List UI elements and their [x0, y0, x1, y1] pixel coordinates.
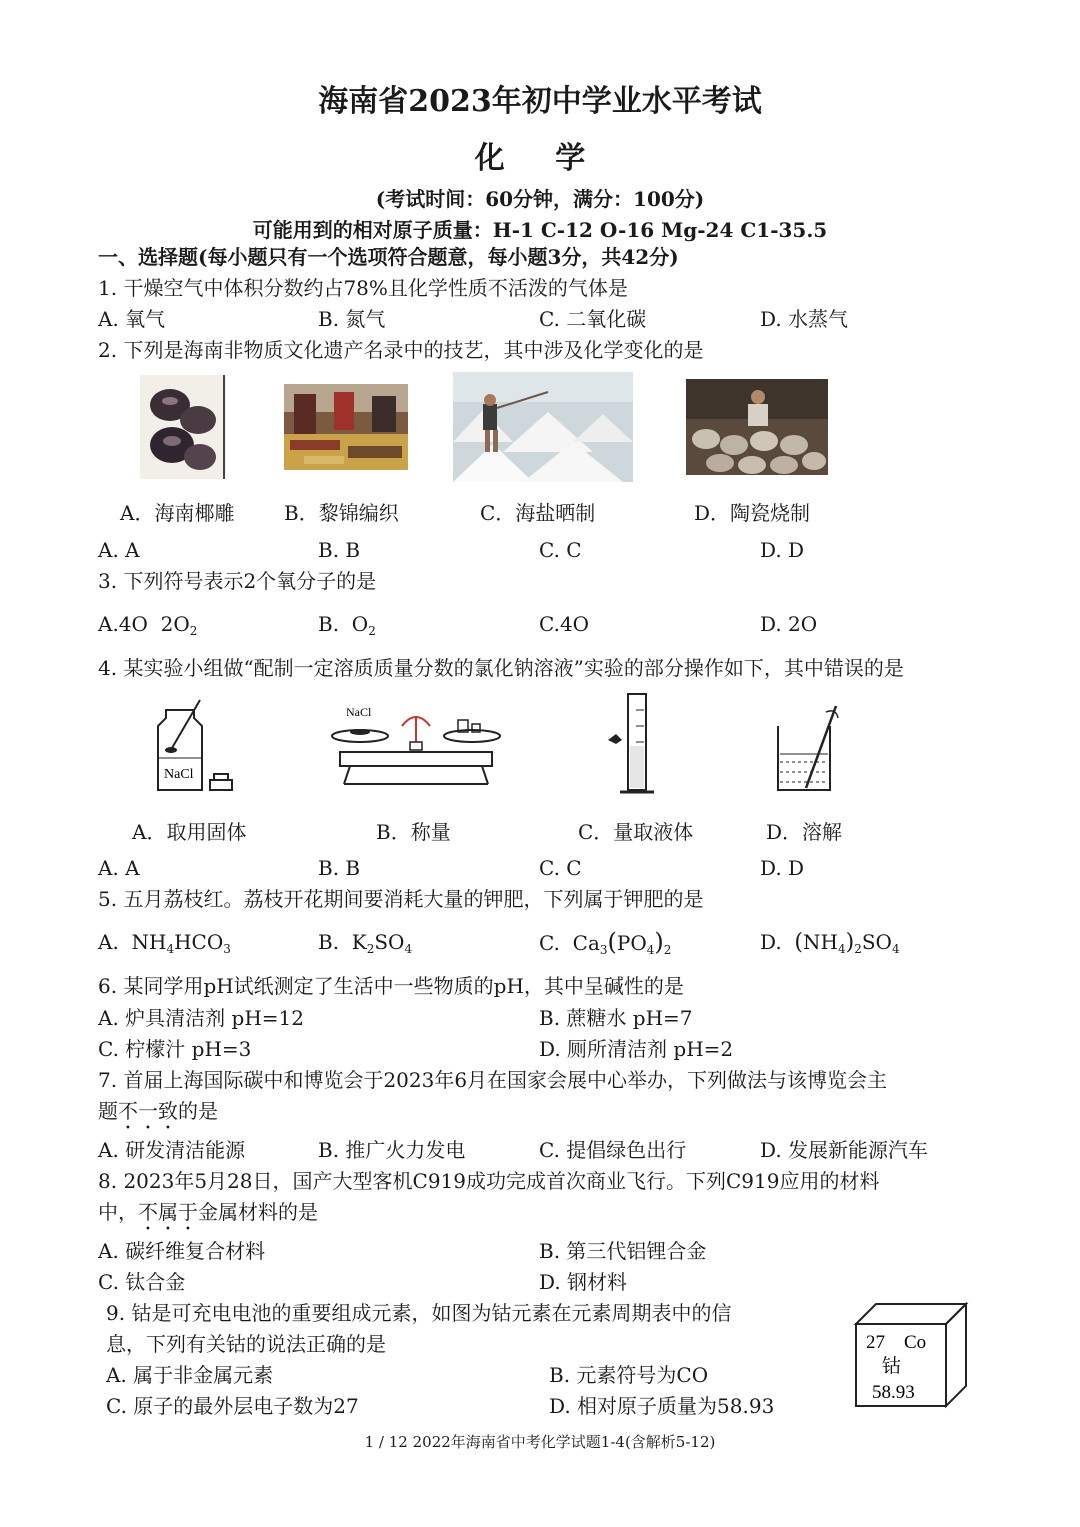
q4-option-d: D. D: [760, 856, 805, 880]
q8-stem-line1: 8. 2023年5月28日，国产大型客机C919成功完成首次商业飞行。下列C919应用的材料: [98, 1169, 880, 1193]
atomic-mass: 58.93: [872, 1382, 915, 1403]
q4-caption-a: A．取用固体: [132, 820, 247, 844]
q6-option-c: C. 柠檬汁 pH=3: [98, 1037, 252, 1061]
q2-option-b: B. B: [318, 538, 361, 562]
cobalt-element-box: [852, 1300, 970, 1410]
q4-option-c: C. C: [539, 856, 582, 880]
q3-option-a: A.4O $2O_2$: [98, 612, 198, 638]
balance-weighing-diagram: [330, 702, 502, 790]
q2-caption-b: B．黎锦编织: [284, 501, 399, 525]
q9-stem-line2: 息，下列有关钴的说法正确的是: [106, 1332, 386, 1356]
q2-stem: 2. 下列是海南非物质文化遗产名录中的技艺，其中涉及化学变化的是: [98, 338, 704, 362]
q4-option-a: A. A: [98, 856, 140, 880]
q7-stem-line2: 题不一致的是: [98, 1099, 218, 1123]
page-footer: 1 / 12 2022年海南省中考化学试题1-4(含解析5-12): [364, 1433, 716, 1451]
q2-option-c: C. C: [539, 538, 582, 562]
q4-option-b: B. B: [318, 856, 361, 880]
li-brocade-photo: [284, 384, 408, 470]
q1-option-b: B. 氮气: [318, 307, 386, 331]
q9-option-c: C. 原子的最外层电子数为27: [106, 1394, 359, 1418]
exam-info: (考试时间：60分钟，满分：100分): [375, 187, 705, 211]
q1-option-a: A. 氧气: [98, 307, 166, 331]
q5-option-b: B. $K_2SO_4$: [318, 930, 413, 956]
q8-option-d: D. 钢材料: [539, 1270, 628, 1294]
exam-title: 海南省2023年初中学业水平考试: [318, 84, 762, 119]
q6-option-a: A. 炉具清洁剂 pH=12: [98, 1006, 304, 1030]
q2-caption-c: C．海盐晒制: [480, 501, 596, 525]
q1-option-d: D. 水蒸气: [760, 307, 849, 331]
q7-option-b: B. 推广火力发电: [318, 1138, 466, 1162]
element-symbol: Co: [904, 1332, 927, 1353]
q9-option-d: D. 相对原子质量为58.93: [549, 1394, 775, 1418]
coconut-carving-photo: [140, 375, 226, 479]
sea-salt-photo: [453, 372, 633, 482]
q9-option-a: A. 属于非金属元素: [106, 1363, 274, 1387]
q8-option-a: A. 碳纤维复合材料: [98, 1239, 266, 1263]
q5-option-d: D. $(NH_4)_2SO_4$: [760, 930, 900, 956]
q4-caption-d: D．溶解: [766, 820, 843, 844]
q2-option-d: D. D: [760, 538, 805, 562]
q7-option-c: C. 提倡绿色出行: [539, 1138, 687, 1162]
element-name: 钴: [882, 1355, 902, 1377]
q4-caption-c: C．量取液体: [578, 820, 694, 844]
nacl-bottle-label: NaCl: [164, 767, 194, 782]
q8-option-c: C. 钛合金: [98, 1270, 186, 1294]
q5-option-a: A. $NH_4HCO_3$: [98, 930, 231, 956]
take-solid-diagram: [146, 696, 266, 796]
atomic-masses: 可能用到的相对原子质量：H-1 C-12 O-16 Mg-24 C1-35.5: [252, 218, 828, 242]
q4-caption-b: B．称量: [376, 820, 451, 844]
pottery-firing-photo: [686, 379, 828, 475]
q5-stem: 5. 五月荔枝红。荔枝开花期间要消耗大量的钾肥，下列属于钾肥的是: [98, 887, 704, 911]
section-heading: 一、选择题(每小题只有一个选项符合题意，每小题3分，共42分): [98, 245, 679, 269]
q2-caption-a: A．海南椰雕: [120, 501, 235, 525]
q3-option-d: D. 2O: [760, 612, 818, 636]
q7-option-d: D. 发展新能源汽车: [760, 1138, 929, 1162]
nacl-label: NaCl: [346, 705, 372, 719]
q6-option-b: B. 蔗糖水 pH=7: [539, 1006, 693, 1030]
q1-stem: 1. 干燥空气中体积分数约占78%且化学性质不活泼的气体是: [98, 276, 628, 300]
subject-title: 化 学: [474, 141, 606, 176]
q8-stem-line2: 中，不属于金属材料的是: [98, 1200, 318, 1224]
dissolve-diagram: [774, 702, 844, 794]
q2-option-a: A. A: [98, 538, 140, 562]
q1-option-c: C. 二氧化碳: [539, 307, 647, 331]
q2-caption-d: D．陶瓷烧制: [694, 501, 811, 525]
q9-option-b: B. 元素符号为CO: [549, 1363, 709, 1387]
q3-option-b: B. $O_2$: [318, 612, 376, 638]
q7-stem-line1: 7. 首届上海国际碳中和博览会于2023年6月在国家会展中心举办，下列做法与该博览会主: [98, 1068, 888, 1092]
q3-stem: 3. 下列符号表示2个氧分子的是: [98, 569, 377, 593]
q9-stem-line1: 9. 钴是可充电电池的重要组成元素，如图为钴元素在元素周期表中的信: [106, 1301, 732, 1325]
measure-liquid-diagram: [606, 690, 670, 802]
q5-option-c: C. $Ca_3(PO_4)_2$: [539, 928, 672, 957]
q7-option-a: A. 研发清洁能源: [98, 1138, 246, 1162]
q6-option-d: D. 厕所清洁剂 pH=2: [539, 1037, 734, 1061]
q8-option-b: B. 第三代铝锂合金: [539, 1239, 707, 1263]
q4-stem: 4. 某实验小组做“配制一定溶质质量分数的氯化钠溶液”实验的部分操作如下，其中错误的是: [98, 656, 904, 680]
q6-stem: 6. 某同学用pH试纸测定了生活中一些物质的pH，其中呈碱性的是: [98, 974, 684, 998]
q3-option-c: C.4O: [539, 612, 590, 636]
atomic-number: 27: [866, 1332, 885, 1353]
